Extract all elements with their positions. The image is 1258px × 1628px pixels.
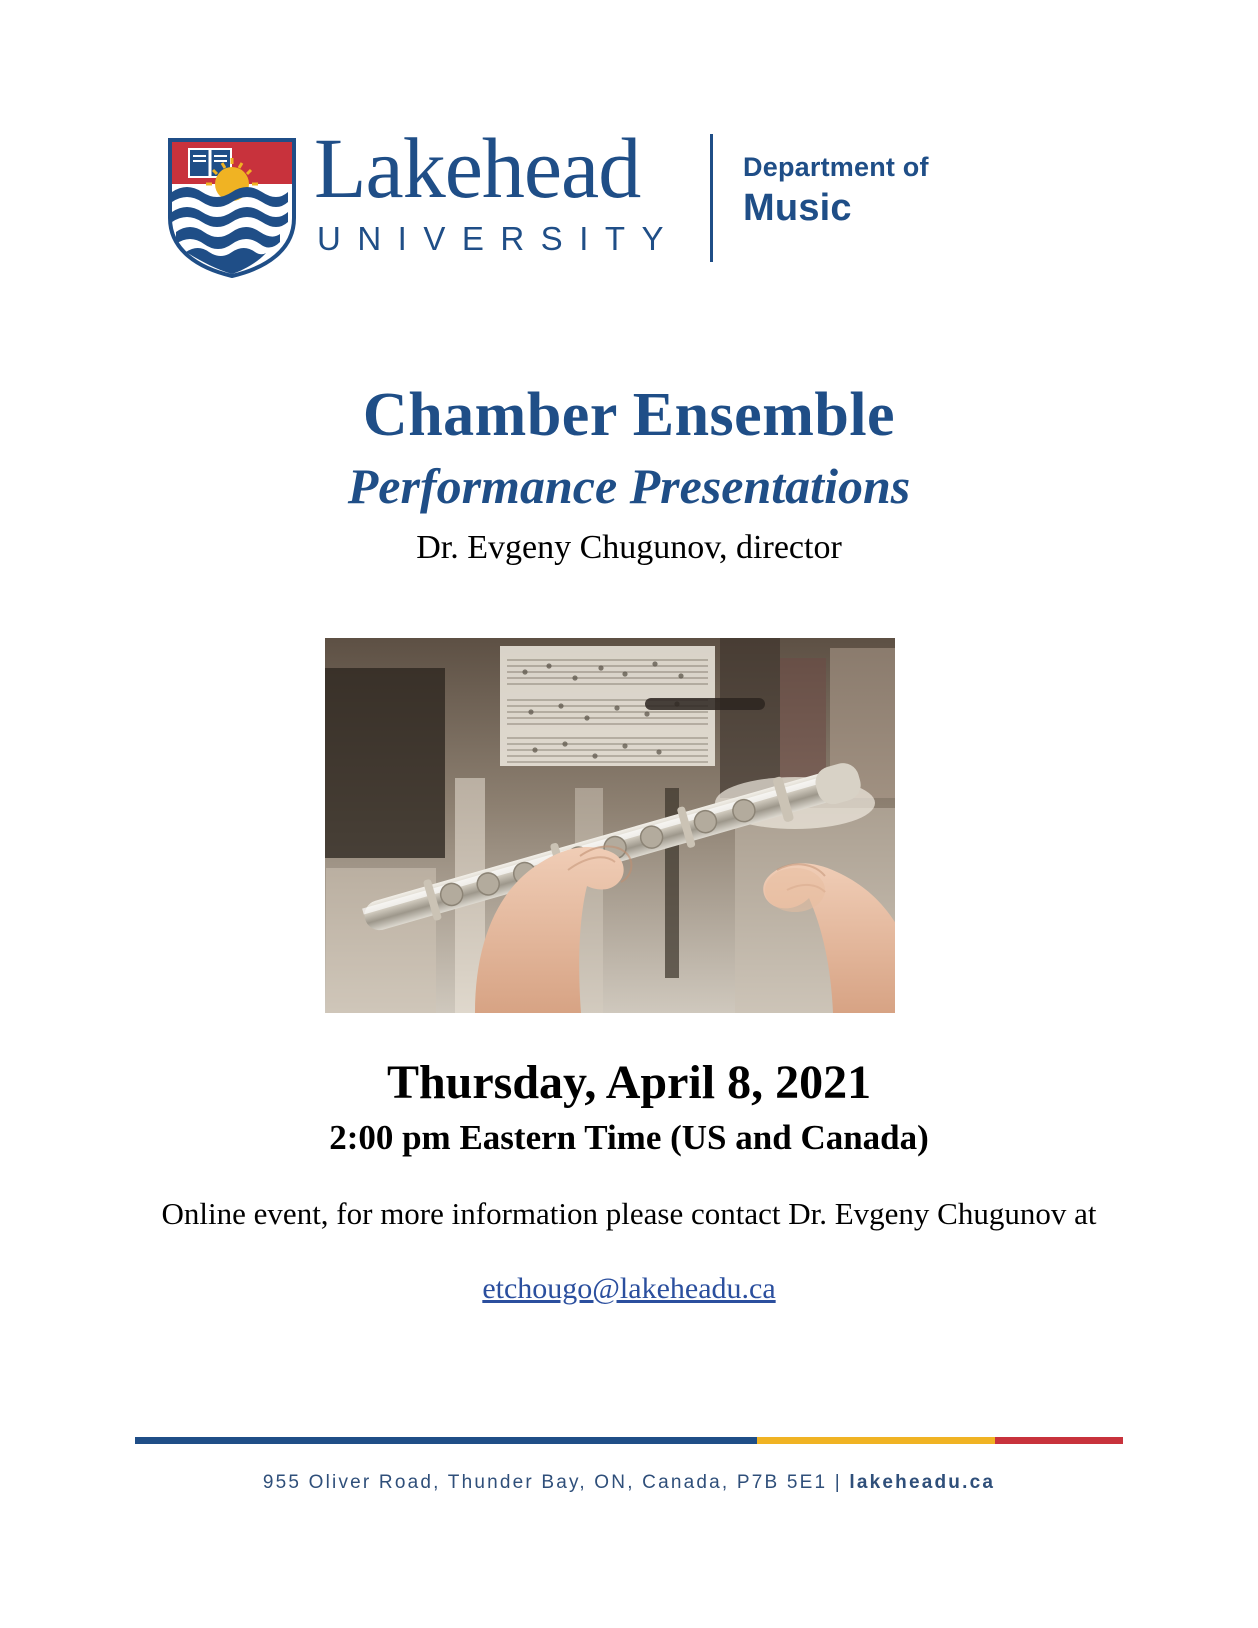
wordmark-university: UNIVERSITY — [317, 219, 681, 257]
department-line1: Department of — [743, 152, 929, 182]
footer-rule-red — [995, 1437, 1123, 1444]
footer-address: 955 Oliver Road, Thunder Bay, ON, Canada, P7B 5E1 | — [262, 1472, 850, 1493]
page-title: Chamber Ensemble — [362, 381, 896, 449]
department-line2: Music — [743, 187, 852, 229]
lakehead-wordmark — [314, 120, 681, 258]
event-time: 2:00 pm Eastern Time (US and Canada) — [329, 1118, 929, 1157]
footer-contact-line — [0, 1472, 1258, 1494]
contact-email-link[interactable]: etchougo@lakeheadu.ca — [482, 1272, 776, 1305]
page-subtitle: Performance Presentations — [347, 458, 911, 514]
footer-rule-gold — [757, 1437, 994, 1444]
event-date-block — [0, 1055, 1258, 1158]
flute-performance-photo — [325, 638, 895, 1013]
department-label — [743, 152, 929, 230]
title-block — [0, 380, 1258, 567]
footer-website[interactable]: lakeheadu.ca — [849, 1472, 996, 1493]
event-date: Thursday, April 8, 2021 — [386, 1056, 872, 1109]
director-credit: Dr. Evgeny Chugunov, director — [416, 529, 842, 566]
contact-block — [0, 1196, 1258, 1306]
lakehead-shield-crest-icon — [168, 138, 296, 278]
contact-instructions: Online event, for more information please contact Dr. Evgeny Chugunov at — [161, 1196, 1097, 1231]
brand-header — [168, 120, 1098, 288]
footer-rule-blue — [135, 1437, 757, 1444]
footer-rule — [135, 1437, 1123, 1444]
header-divider — [710, 134, 713, 262]
wordmark-lakehead: Lakehead — [314, 120, 641, 216]
